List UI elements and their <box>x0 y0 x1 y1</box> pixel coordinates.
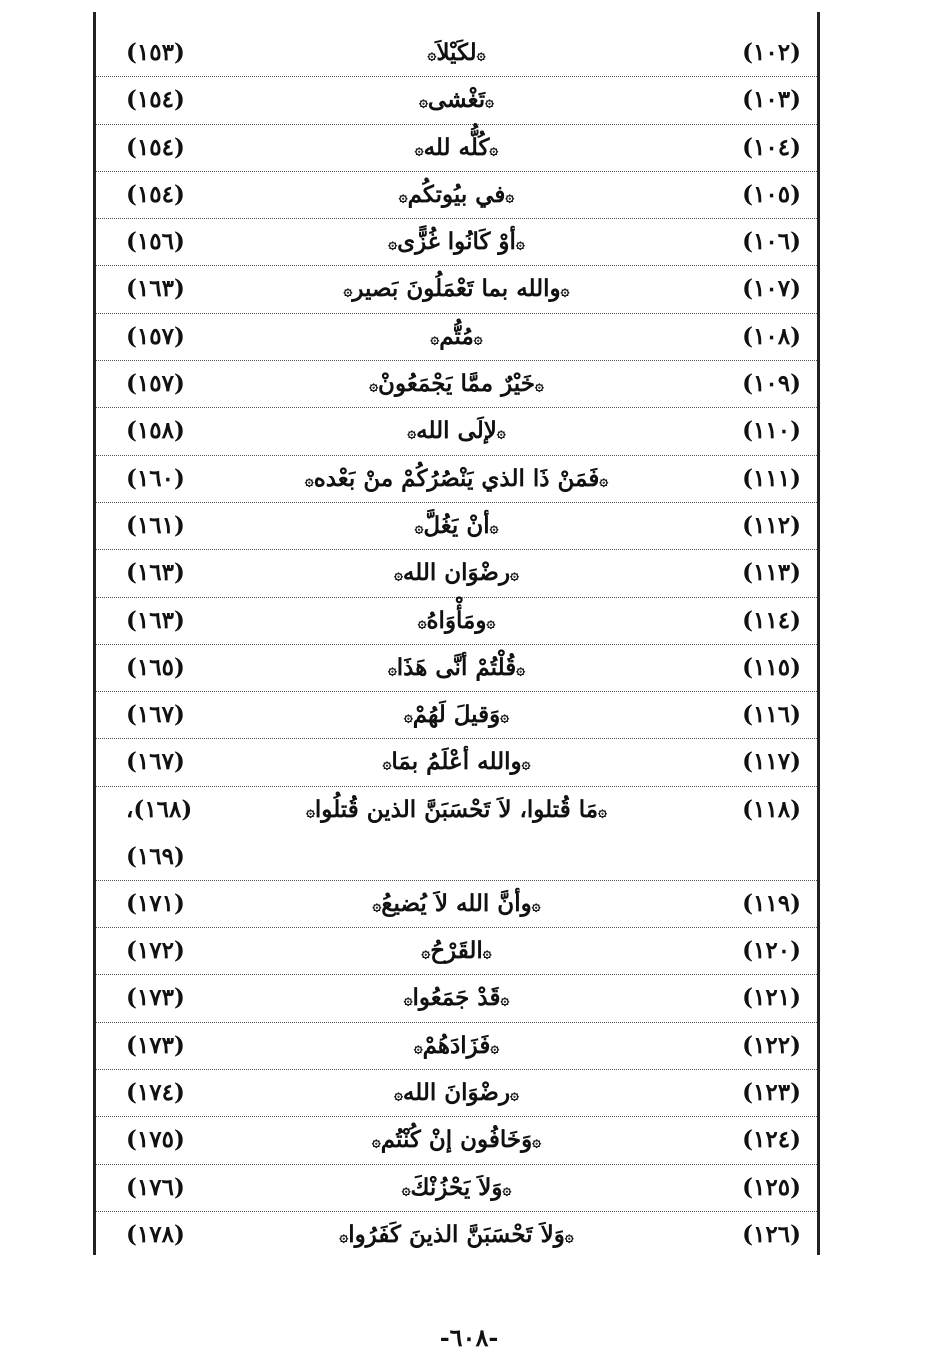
quran-word <box>246 180 667 211</box>
page-reference: (١٧٣) <box>126 984 185 1012</box>
ornament-open-icon: ۞ <box>489 517 499 536</box>
quran-word <box>246 983 667 1014</box>
quran-word <box>246 85 667 116</box>
quran-word <box>246 606 667 637</box>
table-row <box>96 975 817 1022</box>
ornament-close-icon: ۞ <box>413 1037 423 1056</box>
word-text: وَلاَ تَحْسَبَنَّ الذينَ كَفَرُوا <box>348 1220 565 1248</box>
ornament-open-icon: ۞ <box>476 45 486 63</box>
word-text: والله بما تَعْمَلُونَ بَصير <box>352 275 561 303</box>
page-reference: (١٧٦) <box>126 1173 185 1201</box>
ornament-close-icon: ۞ <box>430 328 440 347</box>
ornament-open-icon: ۞ <box>502 1179 512 1198</box>
table-row <box>96 77 817 124</box>
quran-word <box>246 747 667 778</box>
table-row <box>96 314 817 361</box>
ornament-close-icon: ۞ <box>339 1226 349 1245</box>
word-text: وَلاَ يَحْزُنْكَ <box>410 1173 503 1201</box>
quran-word <box>246 889 667 920</box>
word-text: وَخَافُون إنْ كُنْتُم <box>380 1126 533 1154</box>
page-reference: (١٧٣) <box>126 1031 185 1059</box>
entry-number: (١٠٢) <box>742 39 801 66</box>
page-reference: (١٥٤) <box>126 180 185 208</box>
word-text: رضْوَانَ الله <box>402 1078 511 1106</box>
page-reference: (١٦٠) <box>126 464 185 492</box>
ornament-open-icon: ۞ <box>500 990 510 1009</box>
word-text: والله أعْلَمُ بمَا <box>391 748 522 776</box>
word-text: مُتُّم <box>439 322 474 350</box>
page-number: -٦٠٨- <box>439 1323 499 1352</box>
quran-word <box>246 369 667 400</box>
page-reference: (١٧٢) <box>126 937 185 965</box>
ornament-open-icon: ۞ <box>598 801 607 820</box>
ornament-open-icon: ۞ <box>599 470 609 489</box>
ornament-close-icon: ۞ <box>371 1132 381 1151</box>
page-reference: (١٥٦) <box>126 228 185 256</box>
table-row <box>96 503 817 550</box>
quran-word <box>246 133 667 164</box>
quran-word <box>246 38 667 69</box>
ornament-close-icon: ۞ <box>427 45 437 63</box>
word-text: القَرْحُ <box>430 937 483 965</box>
word-text: مَا قُتلوا، لاَ تَحْسَبَنَّ الذين قُتلُوا <box>314 795 599 823</box>
table-row <box>96 30 817 77</box>
entry-number: (١٠٦) <box>742 228 801 256</box>
quran-word <box>246 558 667 589</box>
word-text: لكَيْلاَ <box>436 39 477 66</box>
table-row <box>96 1165 817 1212</box>
entry-number: (١٢٤) <box>742 1126 801 1154</box>
word-text: وأنَّ الله لاَ يُضيعُ <box>381 889 532 917</box>
word-text: فَمَنْ ذَا الذي يَنْصُرُكُمْ منْ بَعْده <box>313 464 600 492</box>
table-row <box>96 172 817 219</box>
entry-number: (١١٠) <box>742 417 801 445</box>
table-row <box>96 219 817 266</box>
word-text: فَزَادَهُمْ <box>422 1031 491 1059</box>
ornament-close-icon: ۞ <box>414 139 424 158</box>
ornament-open-icon: ۞ <box>489 139 499 158</box>
ornament-close-icon: ۞ <box>414 517 424 536</box>
table-row <box>96 1070 817 1117</box>
entry-number: (١١٢) <box>742 511 801 539</box>
ornament-open-icon: ۞ <box>486 612 496 631</box>
word-text: تَغْشى <box>427 86 486 114</box>
table-row <box>96 266 817 313</box>
entry-number: (١٠٤) <box>742 133 801 161</box>
page-reference: (١٥٧) <box>126 370 185 398</box>
entry-number: (١١٥) <box>742 653 801 681</box>
quran-word <box>246 1031 667 1062</box>
index-table-frame <box>93 12 820 1255</box>
entry-number: (١١٤) <box>742 606 801 634</box>
ornament-open-icon: ۞ <box>510 1084 519 1103</box>
quran-word <box>246 700 667 731</box>
page-reference-continued: (١٦٩) <box>126 842 185 870</box>
page-reference: (١٧١) <box>126 889 185 917</box>
ornament-close-icon: ۞ <box>407 423 417 442</box>
entry-number: (١٢٣) <box>742 1078 801 1106</box>
word-text: خَيْرٌ ممَّا يَجْمَعُونْ <box>378 370 535 398</box>
ornament-open-icon: ۞ <box>505 186 515 205</box>
ornament-close-icon: ۞ <box>388 234 398 253</box>
ornament-close-icon: ۞ <box>404 707 413 726</box>
ornament-close-icon: ۞ <box>403 990 413 1009</box>
page-reference: (١٦٨)، <box>126 795 193 823</box>
page-reference: (١٦٣) <box>126 559 185 587</box>
entry-number: (١٢٦) <box>742 1220 801 1248</box>
table-row <box>96 692 817 739</box>
page-reference: (١٦٣) <box>126 275 185 303</box>
ornament-close-icon: ۞ <box>419 92 428 111</box>
ornament-close-icon: ۞ <box>372 895 382 914</box>
ornament-open-icon: ۞ <box>510 565 519 584</box>
ornament-close-icon: ۞ <box>394 1084 403 1103</box>
word-text: رضْوَان الله <box>402 559 511 587</box>
ornament-close-icon: ۞ <box>382 754 392 773</box>
ornament-open-icon: ۞ <box>534 376 544 395</box>
entry-number: (١٠٨) <box>742 322 801 350</box>
index-table <box>96 30 817 1259</box>
ornament-open-icon: ۞ <box>532 1132 542 1151</box>
table-row <box>96 550 817 597</box>
quran-word <box>246 1220 667 1251</box>
table-row <box>96 928 817 975</box>
ornament-open-icon: ۞ <box>521 754 531 773</box>
entry-number: (١١٦) <box>742 701 801 729</box>
page-reference: (١٥٤) <box>126 133 185 161</box>
entry-number: (١١١) <box>742 464 801 492</box>
quran-word <box>246 511 667 542</box>
page-reference: (١٧٤) <box>126 1078 185 1106</box>
quran-word <box>246 274 667 305</box>
word-text: قُلْتُمْ أنَّى هَذَا <box>396 653 517 681</box>
ornament-open-icon: ۞ <box>473 328 483 347</box>
word-text: وَقيلَ لَهُمْ <box>412 701 501 729</box>
entry-number: (١٢٥) <box>742 1173 801 1201</box>
page-reference: (١٦٣) <box>126 606 185 634</box>
page-reference: (١٧٥) <box>126 1126 185 1154</box>
quran-word <box>246 795 667 826</box>
word-text: في بيُوتكُم <box>407 180 506 208</box>
ornament-close-icon: ۞ <box>401 1179 411 1198</box>
entry-number: (١٠٧) <box>742 275 801 303</box>
ornament-close-icon: ۞ <box>306 801 315 820</box>
entry-number: (١١٣) <box>742 559 801 587</box>
table-row <box>96 361 817 408</box>
page-reference: (١٦٥) <box>126 653 185 681</box>
quran-word <box>246 653 667 684</box>
quran-word <box>246 416 667 447</box>
ornament-open-icon: ۞ <box>516 659 526 678</box>
entry-number: (١٠٥) <box>742 180 801 208</box>
entry-number: (١٢٢) <box>742 1031 801 1059</box>
ornament-close-icon: ۞ <box>343 281 353 300</box>
quran-word <box>246 1173 667 1204</box>
table-row <box>96 645 817 692</box>
ornament-open-icon: ۞ <box>564 1226 574 1245</box>
table-row <box>96 125 817 172</box>
page-reference: (١٥٣) <box>126 39 185 66</box>
table-row <box>96 456 817 503</box>
page-reference: (١٧٨) <box>126 1220 185 1248</box>
ornament-open-icon: ۞ <box>515 234 525 253</box>
ornament-close-icon: ۞ <box>421 943 431 962</box>
quran-word <box>246 936 667 967</box>
ornament-open-icon: ۞ <box>500 707 509 726</box>
table-row <box>96 881 817 928</box>
entry-number: (١١٨) <box>742 795 801 823</box>
word-text: قَدْ جَمَعُوا <box>412 984 501 1012</box>
word-text: لإلَى الله <box>416 417 497 445</box>
ornament-open-icon: ۞ <box>496 423 506 442</box>
quran-word <box>246 1125 667 1156</box>
quran-word <box>246 322 667 353</box>
word-text: أوْ كَانُوا غُزًّى <box>397 228 516 256</box>
entry-number: (١٠٩) <box>742 370 801 398</box>
page-reference: (١٦١) <box>126 511 185 539</box>
ornament-open-icon: ۞ <box>485 92 494 111</box>
page-reference: (١٦٧) <box>126 748 185 776</box>
ornament-open-icon: ۞ <box>531 895 541 914</box>
ornament-close-icon: ۞ <box>387 659 397 678</box>
ornament-close-icon: ۞ <box>398 186 408 205</box>
word-text: ومَأْوَاهُ <box>426 606 487 634</box>
quran-word <box>246 1078 667 1109</box>
ornament-close-icon: ۞ <box>417 612 427 631</box>
ornament-open-icon: ۞ <box>560 281 570 300</box>
word-text: كُلُّه لله <box>423 133 490 161</box>
word-text: أنْ يَغُلَّ <box>423 511 490 539</box>
ornament-open-icon: ۞ <box>482 943 492 962</box>
ornament-open-icon: ۞ <box>490 1037 500 1056</box>
page-reference: (١٥٤) <box>126 86 185 114</box>
table-row <box>96 787 817 881</box>
entry-number: (١٢٠) <box>742 937 801 965</box>
page-reference: (١٥٨) <box>126 417 185 445</box>
ornament-close-icon: ۞ <box>304 470 314 489</box>
table-row <box>96 408 817 455</box>
entry-number: (١١٩) <box>742 889 801 917</box>
entry-number: (١٠٣) <box>742 86 801 114</box>
table-row <box>96 739 817 786</box>
entry-number: (١٢١) <box>742 984 801 1012</box>
ornament-close-icon: ۞ <box>369 376 379 395</box>
table-row <box>96 598 817 645</box>
entry-number: (١١٧) <box>742 748 801 776</box>
table-row <box>96 1212 817 1259</box>
ornament-close-icon: ۞ <box>394 565 403 584</box>
table-row <box>96 1117 817 1164</box>
quran-word <box>246 227 667 258</box>
table-row <box>96 1023 817 1070</box>
quran-word <box>246 464 667 495</box>
page-reference: (١٥٧) <box>126 322 185 350</box>
page-reference: (١٦٧) <box>126 701 185 729</box>
